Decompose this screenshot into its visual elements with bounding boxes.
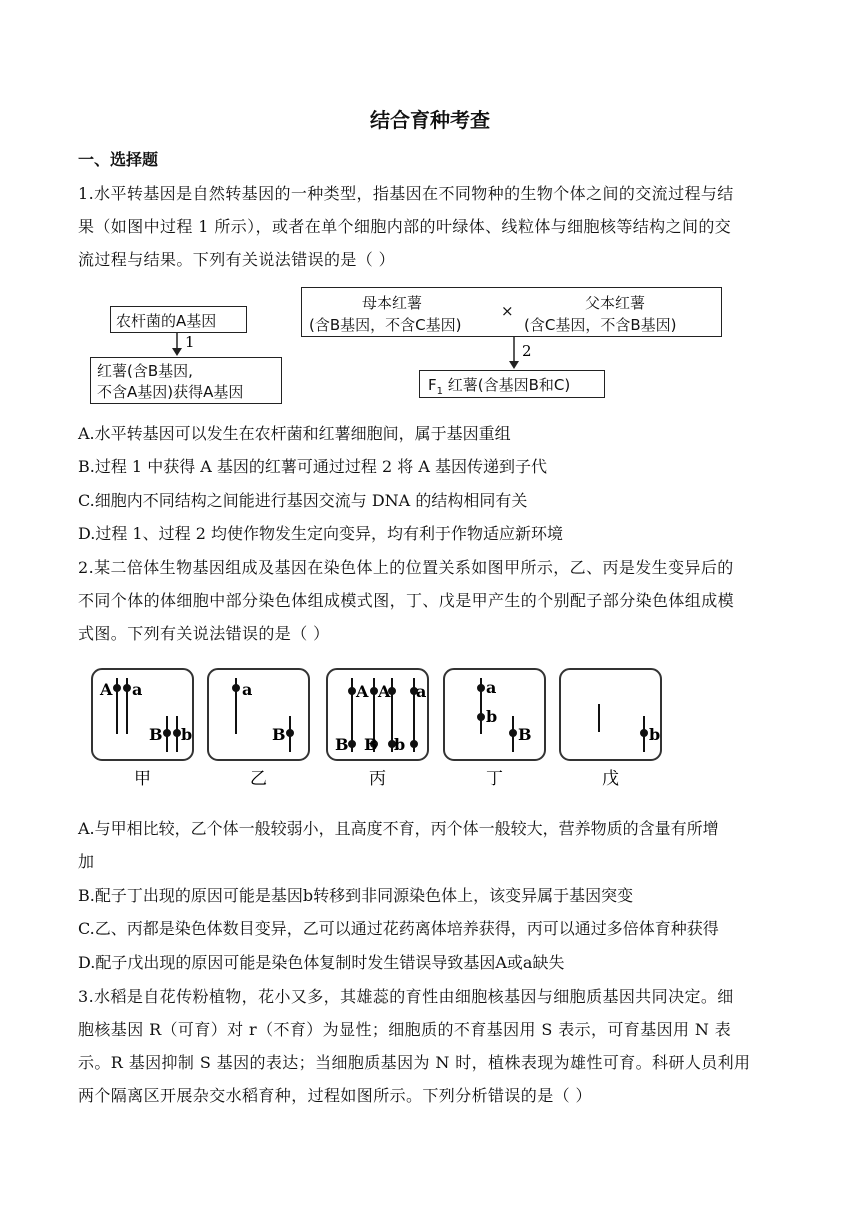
q3-stem-line-4: 两个隔离区开展杂交水稻育种，过程如图所示。下列分析错误的是（ ） [78, 1086, 592, 1105]
mother-genes: (含B基因，不含C基因) [309, 316, 462, 334]
q1-stem-line-2: 果（如图中过程 1 所示），或者在单个细胞内部的叶绿体、线粒体与细胞核等结构之间的交 [78, 217, 732, 236]
q2-stem-line-1: 2.某二倍体生物基因组成及基因在染色体上的位置关系如图甲所示，乙、丙是发生变异后的 [78, 558, 734, 577]
box-f1 [419, 370, 605, 398]
q1-stem-line-1: 1.水平转基因是自然转基因的一种类型，指基因在不同物种的生物个体之间的交流过程与结 [78, 184, 734, 203]
q2-option-a-line-1: A.与甲相比较，乙个体一般较弱小，且高度不育，丙个体一般较大，营养物质的含量有所增 [78, 819, 719, 838]
jia-gene-B: B [149, 725, 163, 744]
q1-option-a: A.水平转基因可以发生在农杆菌和红薯细胞间，属于基因重组 [78, 424, 511, 443]
ding-gene-B: B [518, 725, 532, 744]
arrow-1-label: 1 [185, 333, 195, 351]
arrow-2-label: 2 [522, 342, 532, 360]
result-line-2: 不含A基因)获得A基因 [97, 383, 244, 401]
bing-gene-A-2: A [378, 682, 391, 701]
arrow-process-2 [497, 337, 537, 371]
panel-yi-frame [208, 669, 309, 760]
panel-wu-chromosomes [599, 704, 647, 752]
bing-gene-B-2: B [364, 735, 378, 754]
ding-gene-a: a [486, 678, 497, 697]
box-agrobacterium-label: 农杆菌的A基因 [116, 312, 217, 330]
q2-chromosome-figure [88, 666, 668, 792]
q2-option-b: B.配子丁出现的原因可能是基因b转移到非同源染色体上，该变异属于基因突变 [78, 886, 634, 905]
q2-option-a-line-2: 加 [78, 852, 95, 871]
panel-label-wu: 戊 [602, 769, 619, 789]
cross-symbol: × [501, 302, 514, 320]
result-line-1: 红薯(含B基因, [97, 362, 193, 380]
panel-label-jia: 甲 [134, 769, 151, 789]
q3-stem-line-2: 胞核基因 R（可育）对 r（不育）为显性；细胞质的不育基因用 S 表示，可育基因用 N 表 [78, 1020, 732, 1039]
bing-gene-a: a [416, 682, 427, 701]
bing-gene-A-1: A [356, 682, 369, 701]
arrow-process-1 [160, 333, 200, 357]
q1-option-b: B.过程 1 中获得 A 基因的红薯可通过过程 2 将 A 基因传递到子代 [78, 457, 548, 476]
mother-label: 母本红薯 [362, 294, 423, 312]
bing-gene-B-1: B [335, 735, 349, 754]
q3-stem-line-3: 示。R 基因抑制 S 基因的表达；当细胞质基因为 N 时，植株表现为雄性可育。科研人员利用 [78, 1053, 751, 1072]
box-agrobacterium-gene [110, 306, 247, 333]
q2-stem-line-3: 式图。下列有关说法错误的是（ ） [78, 624, 330, 643]
q2-stem-line-2: 不同个体的体细胞中部分染色体组成模式图，丁、戊是甲产生的个别配子部分染色体组成模 [78, 591, 735, 610]
panel-jia-chromosomes [114, 678, 180, 752]
panel-wu-frame [560, 669, 661, 760]
father-genes: (含C基因，不含B基因) [524, 316, 677, 334]
yi-gene-a: a [242, 680, 253, 699]
box-sweet-potato-result [90, 357, 282, 404]
q1-option-d: D.过程 1、过程 2 均使作物发生定向变异，均有利于作物适应新环境 [78, 524, 563, 543]
q2-option-d: D.配子戊出现的原因可能是染色体复制时发生错误导致基因A或a缺失 [78, 953, 565, 972]
panel-label-yi: 乙 [250, 769, 267, 789]
f1-label: $F_1$ 红薯(含基因B和C) [428, 376, 571, 397]
father-label: 父本红薯 [585, 294, 646, 312]
page-title: 结合育种考查 [370, 108, 490, 132]
q3-stem-line-1: 3.水稻是自花传粉植物，花小又多，其雄蕊的育性由细胞核基因与细胞质基因共同决定。细 [78, 987, 734, 1006]
box-parents [301, 287, 722, 337]
jia-gene-A: A [100, 680, 113, 699]
panel-label-bing: 丙 [369, 769, 386, 789]
q2-option-c: C.乙、丙都是染色体数目变异，乙可以通过花药离体培养获得，丙可以通过多倍体育种获得 [78, 919, 719, 938]
bing-gene-b: b [394, 735, 406, 754]
jia-gene-a: a [132, 680, 143, 699]
panel-label-ding: 丁 [486, 769, 503, 789]
ding-gene-b: b [486, 707, 498, 726]
q1-option-c: C.细胞内不同结构之间能进行基因交流与 DNA 的结构相同有关 [78, 491, 528, 510]
q1-stem-line-3: 流过程与结果。下列有关说法错误的是（ ） [78, 250, 396, 269]
jia-gene-b: b [181, 725, 193, 744]
yi-gene-B: B [272, 725, 286, 744]
section-heading: 一、选择题 [78, 150, 159, 169]
wu-gene-b: b [649, 725, 661, 744]
